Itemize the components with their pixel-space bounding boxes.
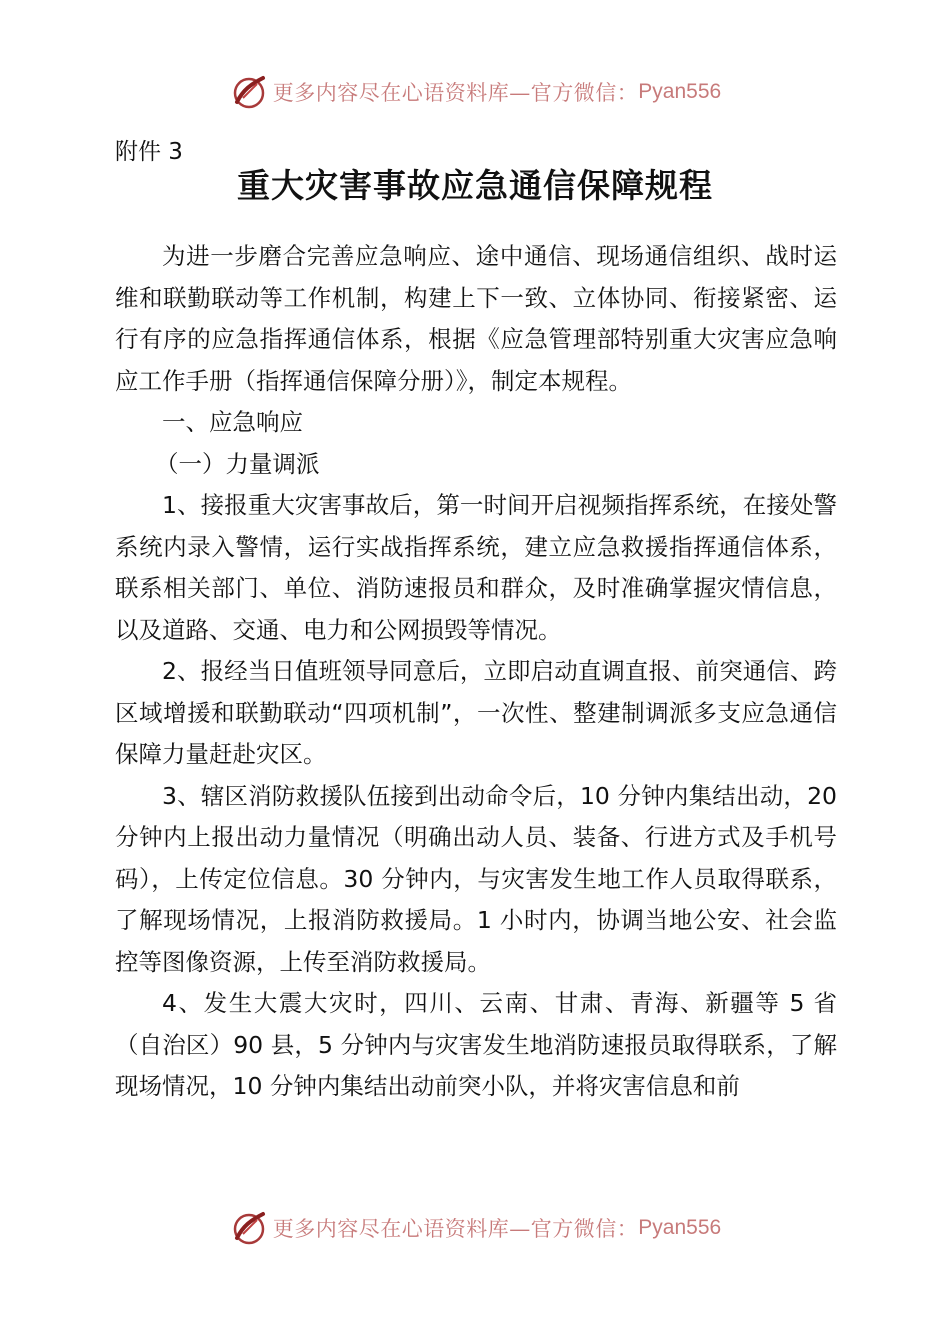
watermark-text: 更多内容尽在心语资料库—官方微信：	[272, 1217, 639, 1241]
logo-icon	[229, 72, 269, 112]
paragraph-intro: 为进一步磨合完善应急响应、途中通信、现场通信组织、战时运维和联勤联动等工作机制，构建上下一致、立体协同、衔接紧密、运行有序的应急指挥通信体系，根据《应急管理部特别重大灾害应急响应工作手册（指挥通信保障分册）》，制定本规程。	[115, 242, 837, 395]
logo-icon	[229, 1208, 269, 1248]
watermark-wechat-id: Pyan556	[638, 1216, 722, 1239]
document-body	[115, 236, 837, 1108]
paragraph-item-1: 1、接报重大灾害事故后，第一时间开启视频指挥系统，在接处警系统内录入警情，运行实战指挥系统，建立应急救援指挥通信体系，联系相关部门、单位、消防速报员和群众，及时准确掌握灾情信息，以及道路、交通、电力和公网损毁等情况。	[115, 491, 837, 644]
section-heading: 一、应急响应	[162, 408, 303, 436]
document-title: 重大灾害事故应急通信保障规程	[237, 166, 713, 205]
subsection-heading: （一）力量调派	[155, 449, 320, 478]
watermark-wechat-id: Pyan556	[638, 80, 722, 103]
watermark-text: 更多内容尽在心语资料库—官方微信：	[272, 81, 639, 105]
attachment-label: 附件 3	[115, 139, 183, 165]
paragraph-item-3: 3、辖区消防救援队伍接到出动命令后，10 分钟内集结出动，20 分钟内上报出动力量情况（明确出动人员、装备、行进方式及手机号码），上传定位信息。30 分钟内，与灾害发生地工作人员取得联系，了解现场情况，上报消防救援局。1 小时内，协调当地公安、社会监控等图像资源，上传至消防救援局。	[115, 781, 837, 976]
watermark-top	[0, 70, 950, 114]
paragraph-item-2: 2、报经当日值班领导同意后，立即启动直调直报、前突通信、跨区域增援和联勤联动“四项机制”，一次性、整建制调派多支应急通信保障力量赶赴灾区。	[115, 657, 837, 768]
paragraph-item-4: 4、发生大震大灾时，四川、云南、甘肃、青海、新疆等 5 省（自治区）90 县，5 分钟内与灾害发生地消防速报员取得联系，了解现场情况，10 分钟内集结出动前突小队，并将灾害信息和前	[115, 989, 837, 1100]
watermark-bottom	[0, 1206, 950, 1250]
